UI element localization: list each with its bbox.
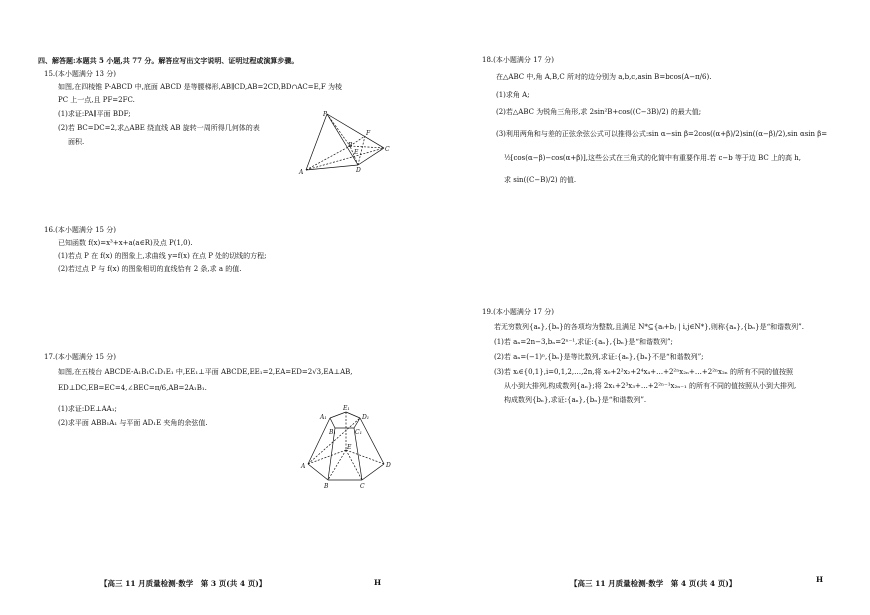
q15-line-4: (2)若 BC=DC=2,求△ABE 绕直线 AB 旋转一周所得几何体的表 <box>58 124 260 132</box>
pyramid-label-c: C <box>385 146 390 153</box>
q17-line-1: 如图,在五棱台 ABCDE-A₁B₁C₁D₁E₁ 中,EE₁⊥平面 ABCDE,EE₁=2,EA=ED=2√3,EA⊥AB, <box>58 368 353 376</box>
q19-heading: 19.(本小题满分 17 分) <box>482 308 554 316</box>
frustum-figure <box>300 402 396 488</box>
q19-line-1: 若无穷数列{aₙ},{bₙ}的各项均为整数,且满足 N*⊆{aᵢ+bⱼ | i,j∈N*},则称{aₙ},{bₙ}是“和谐数列”. <box>494 323 804 331</box>
q17-line-3: (1)求证:DE⊥AA₁; <box>58 405 117 413</box>
frustum-label-c1: C₁ <box>355 429 362 436</box>
right-footer: 【高三 11 月质量检测·数学 第 4 页(共 4 页)】 <box>570 579 737 588</box>
frustum-label-b: B <box>324 483 329 490</box>
q15-line-5: 面积. <box>68 138 85 146</box>
frustum-label-d1: D₁ <box>362 414 370 421</box>
q18-line-6: 求 sin((C−B)/2) 的值. <box>504 176 577 184</box>
right-footer-mark: H <box>816 575 824 584</box>
q16-heading: 16.(本小题满分 15 分) <box>44 226 116 234</box>
pyramid-label-e: E <box>354 149 359 156</box>
q15-heading: 15.(本小题满分 13 分) <box>44 70 116 78</box>
q15-line-2: PC 上一点,且 PF=2FC. <box>58 96 135 104</box>
pyramid-label-p: P <box>323 111 328 118</box>
q16-line-3: (2)若过点 P 与 f(x) 的图象相切的直线恰有 2 条,求 a 的值. <box>58 265 242 273</box>
pyramid-label-d: D <box>356 167 361 174</box>
q18-line-1: 在△ABC 中,角 A,B,C 所对的边分别为 a,b,c,asin B=bcos(A−π/6). <box>496 73 712 81</box>
q18-heading: 18.(本小题满分 17 分) <box>482 56 554 64</box>
pyramid-label-f: F <box>366 130 371 137</box>
q19-line-5: 从小到大排列,构成数列{aₙ};将 2x₁+2³x₃+…+2²ⁿ⁻¹x₂ₙ₋₁ 的所有不同的值按照从小到大排列, <box>504 382 797 390</box>
frustum-label-d: D <box>386 462 391 469</box>
pyramid-figure <box>296 108 396 180</box>
q19-line-4: (3)若 xᵢ∈{0,1},i=0,1,2,…,2n,将 x₀+2²x₂+2⁴x₄+…+2²ⁿx₂ₙ+…+2²ⁿx₂ₙ 的所有不同的值按照 <box>494 368 794 376</box>
q18-line-2: (1)求角 A; <box>496 91 530 99</box>
q18-line-3: (2)若△ABC 为锐角三角形,求 2sin²B+cos((C−3B)/2) 的最大值; <box>496 108 702 116</box>
q15-line-3: (1)求证:PA∥平面 BDF; <box>58 110 131 118</box>
frustum-label-e1: E₁ <box>343 405 350 412</box>
q18-line-5: ½[cos(α−β)−cos(α+β)],这些公式在三角式的化简中有重要作用.若 c−b 等于边 BC 上的高 h, <box>504 154 801 162</box>
frustum-label-a: A <box>301 463 306 470</box>
q18-line-4: (3)利用两角和与差的正弦余弦公式可以推得公式:sin α−sin β=2cos((α+β)/2)sin((α−β)/2),sin αsin β= <box>496 130 828 138</box>
q16-line-2: (1)若点 P 在 f(x) 的图象上,求曲线 y=f(x) 在点 P 处的切线的方程; <box>58 252 267 260</box>
frustum-label-c: C <box>360 483 365 490</box>
frustum-label-a1: A₁ <box>320 414 327 421</box>
frustum-label-b1: B₁ <box>329 429 336 436</box>
pyramid-label-a: A <box>299 169 304 176</box>
section-title: 四、解答题:本题共 5 小题,共 77 分。解答应写出文字说明、证明过程或演算步骤。 <box>38 56 299 65</box>
left-footer-mark: H <box>374 578 382 587</box>
left-footer: 【高三 11 月质量检测·数学 第 3 页(共 4 页)】 <box>100 579 267 588</box>
q17-line-4: (2)求平面 ABB₁A₁ 与平面 AD₁E 夹角的余弦值. <box>58 419 208 427</box>
q16-line-1: 已知函数 f(x)=x³+x+a(a∈R)及点 P(1,0). <box>58 239 193 247</box>
q17-line-2: ED⊥DC,EB=EC=4,∠BEC=π/6,AB=2A₁B₁. <box>58 384 207 392</box>
q15-line-1: 如图,在四棱锥 P-ABCD 中,底面 ABCD 是等腰梯形,AB∥CD,AB=2CD,BD∩AC=E,F 为棱 <box>58 83 343 91</box>
q19-line-3: (2)若 aₙ=(−1)ⁿ,{bₙ}是等比数列,求证:{aₙ},{bₙ}不是“和谐数列”; <box>494 353 704 361</box>
q17-heading: 17.(本小题满分 15 分) <box>44 353 116 361</box>
q19-line-6: 构成数列{bₙ},求证:{aₙ},{bₙ}是“和谐数列”. <box>504 396 647 404</box>
q19-line-2: (1)若 aₙ=2n−3,bₙ=2ⁿ⁻¹,求证:{aₙ},{bₙ}是“和谐数列”; <box>494 338 673 346</box>
frustum-label-e: E <box>347 444 352 451</box>
pyramid-label-b: B <box>348 142 353 149</box>
